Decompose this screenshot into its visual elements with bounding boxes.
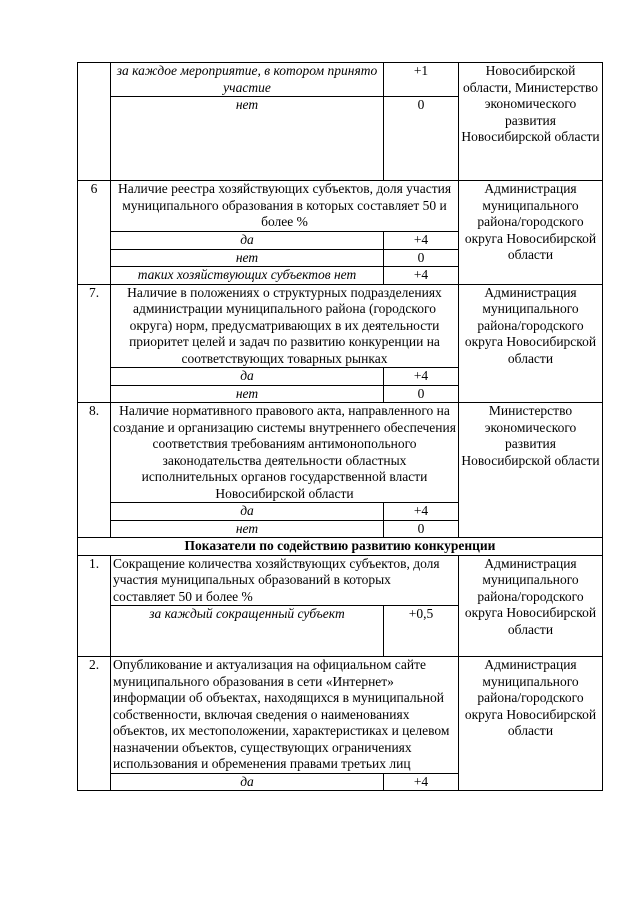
item-number: 6 bbox=[78, 181, 111, 285]
option-label: за каждое мероприятие, в котором принято участие bbox=[111, 63, 384, 97]
option-value: +0,5 bbox=[384, 606, 459, 657]
option-label: за каждый сокращенный субъект bbox=[111, 606, 384, 657]
option-value: +4 bbox=[384, 232, 459, 250]
item-description: Опубликование и актуализация на официальном сайте муниципального образования в сети «Интернет» информации об объектах, находящихся в муниципальной собственности, включая сведения о наименованиях объектов, их местоположении, характеристиках и целевом назначении объектов, существующих ограничениях использования и обременения правами третьих лиц bbox=[111, 657, 459, 774]
option-value: 0 bbox=[384, 249, 459, 267]
option-label: да bbox=[111, 773, 384, 791]
table-row bbox=[78, 538, 603, 556]
item-number: 8. bbox=[78, 403, 111, 538]
responsible-authority: Администрация муниципального района/городского округа Новосибирской области bbox=[459, 181, 603, 285]
responsible-authority: Новосибирской области, Министерство экономического развития Новосибирской области bbox=[459, 63, 603, 181]
option-label: таких хозяйствующих субъектов нет bbox=[111, 267, 384, 285]
table-row bbox=[78, 403, 603, 503]
option-value: +1 bbox=[384, 63, 459, 97]
option-label: да bbox=[111, 503, 384, 521]
table-row bbox=[78, 284, 603, 368]
option-label: да bbox=[111, 232, 384, 250]
responsible-authority: Администрация муниципального района/городского округа Новосибирской области bbox=[459, 657, 603, 791]
option-value: +4 bbox=[384, 773, 459, 791]
option-value: 0 bbox=[384, 97, 459, 181]
option-value: +4 bbox=[384, 368, 459, 386]
table-row bbox=[78, 657, 603, 774]
option-label: нет bbox=[111, 520, 384, 538]
table-row bbox=[78, 181, 603, 232]
option-value: +4 bbox=[384, 503, 459, 521]
item-description: Наличие в положениях о структурных подразделениях администрации муниципального района (городского округа) норм, предусматривающих в их деятельности приоритет целей и задач по развитию конкуренции на соответствующих товарных рынках bbox=[111, 284, 459, 368]
option-label: нет bbox=[111, 249, 384, 267]
item-number: 1. bbox=[78, 555, 111, 657]
option-label: нет bbox=[111, 385, 384, 403]
item-description: Сокращение количества хозяйствующих субъектов, доля участия муниципальных образований в которых составляет 50 и более % bbox=[111, 555, 459, 606]
criteria-table bbox=[77, 62, 603, 791]
option-label: да bbox=[111, 368, 384, 386]
item-number: 2. bbox=[78, 657, 111, 791]
table-row bbox=[78, 63, 603, 97]
item-description: Наличие нормативного правового акта, направленного на создание и организацию системы внутреннего обеспечения соответствия требованиям антимонопольного законодательства деятельности областных исполнительных органов государственной власти Новосибирской области bbox=[111, 403, 459, 503]
table-row bbox=[78, 555, 603, 606]
responsible-authority: Администрация муниципального района/городского округа Новосибирской области bbox=[459, 284, 603, 403]
section-title: Показатели по содействию развитию конкуренции bbox=[78, 538, 603, 556]
option-label: нет bbox=[111, 97, 384, 181]
option-value: 0 bbox=[384, 385, 459, 403]
item-number: 7. bbox=[78, 284, 111, 403]
option-value: +4 bbox=[384, 267, 459, 285]
item-description: Наличие реестра хозяйствующих субъектов, доля участия муниципального образования в которых составляет 50 и более % bbox=[111, 181, 459, 232]
responsible-authority: Министерство экономического развития Новосибирской области bbox=[459, 403, 603, 538]
option-value: 0 bbox=[384, 520, 459, 538]
responsible-authority: Администрация муниципального района/городского округа Новосибирской области bbox=[459, 555, 603, 657]
item-number-cell bbox=[78, 63, 111, 181]
